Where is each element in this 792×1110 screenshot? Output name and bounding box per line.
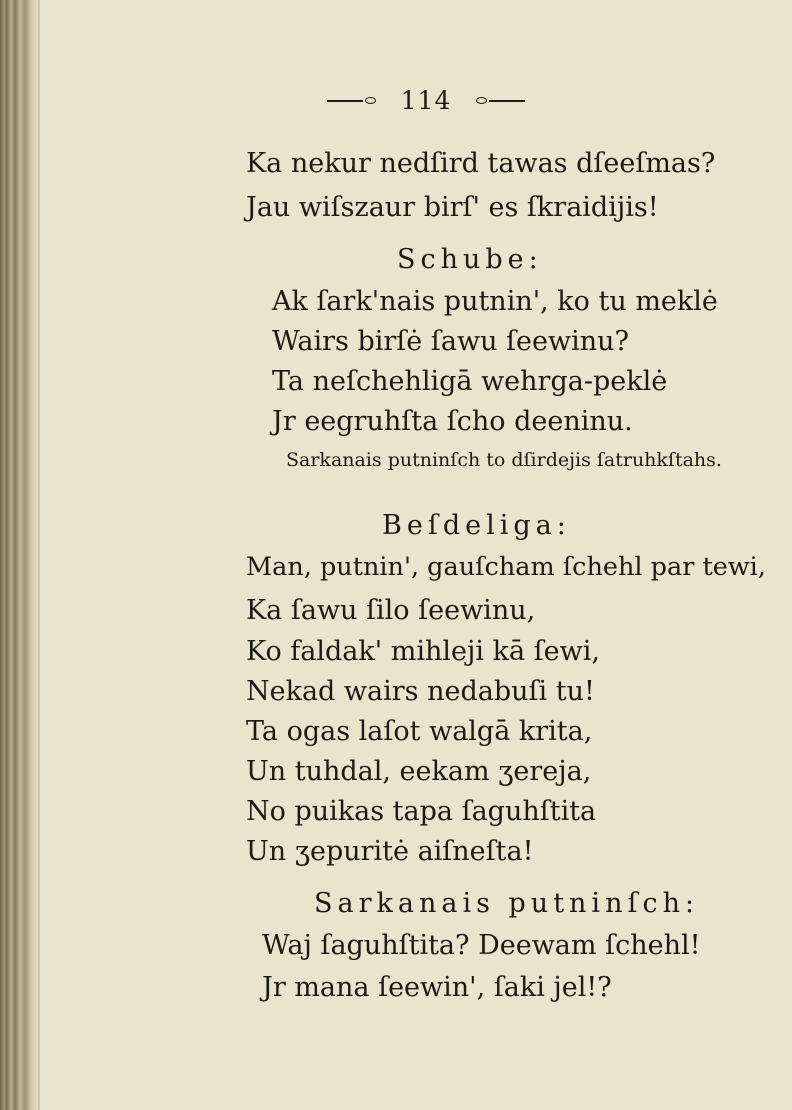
verse-line: Nekad wairs nedabuſi tu!: [246, 676, 595, 707]
speaker-name: Beſdeliga:: [382, 510, 571, 541]
verse-line: Man, putnin', gauſcham ſchehl par tewi,: [246, 552, 766, 582]
ornament-dash-left: [327, 100, 363, 102]
page-number: 114: [400, 86, 452, 115]
verse-line: Ka nekur nedſird tawas dſeeſmas?: [246, 148, 716, 179]
verse-line: Ak ſark'nais putnin', ko tu meklė: [272, 286, 718, 317]
verse-line: Ta neſchehligā wehrga-peklė: [272, 366, 668, 397]
verse-line: Wairs birſė ſawu ſeewinu?: [272, 326, 629, 357]
verse-line: Jau wiſszaur birſ' es ſkraidijis!: [246, 192, 659, 223]
verse-line: Ta ogas laſot walgā krita,: [246, 716, 593, 747]
stage-direction: Sarkanais putninſch to dſirdejis ſatruhkſtahs.: [286, 449, 722, 471]
ornament-dash-right: [489, 100, 525, 102]
page-header: [0, 86, 792, 115]
verse-line: Ko faldak' mihleji kā ſewi,: [246, 636, 600, 667]
speaker-name: Sarkanais putninſch:: [314, 888, 700, 919]
speaker-name: Schube:: [397, 244, 543, 275]
ornament-dot-left: [365, 97, 376, 104]
verse-line: Un ʒepuritė aiſneſta!: [246, 836, 534, 867]
page-edge: [38, 0, 40, 1110]
ornament-dot-right: [476, 97, 487, 104]
verse-line: No puikas tapa ſaguhſtita: [246, 796, 597, 827]
verse-line: Un tuhdal, eekam ʒereja,: [246, 756, 592, 787]
verse-line: Ka ſawu ſilo ſeewinu,: [246, 595, 536, 626]
verse-line: Jr eegruhſta ſcho deeninu.: [272, 406, 633, 437]
book-spine: [0, 0, 38, 1110]
verse-line: Waj ſaguhſtita? Deewam ſchehl!: [262, 930, 701, 961]
verse-line: Jr mana ſeewin', ſaki jel!?: [262, 972, 612, 1003]
